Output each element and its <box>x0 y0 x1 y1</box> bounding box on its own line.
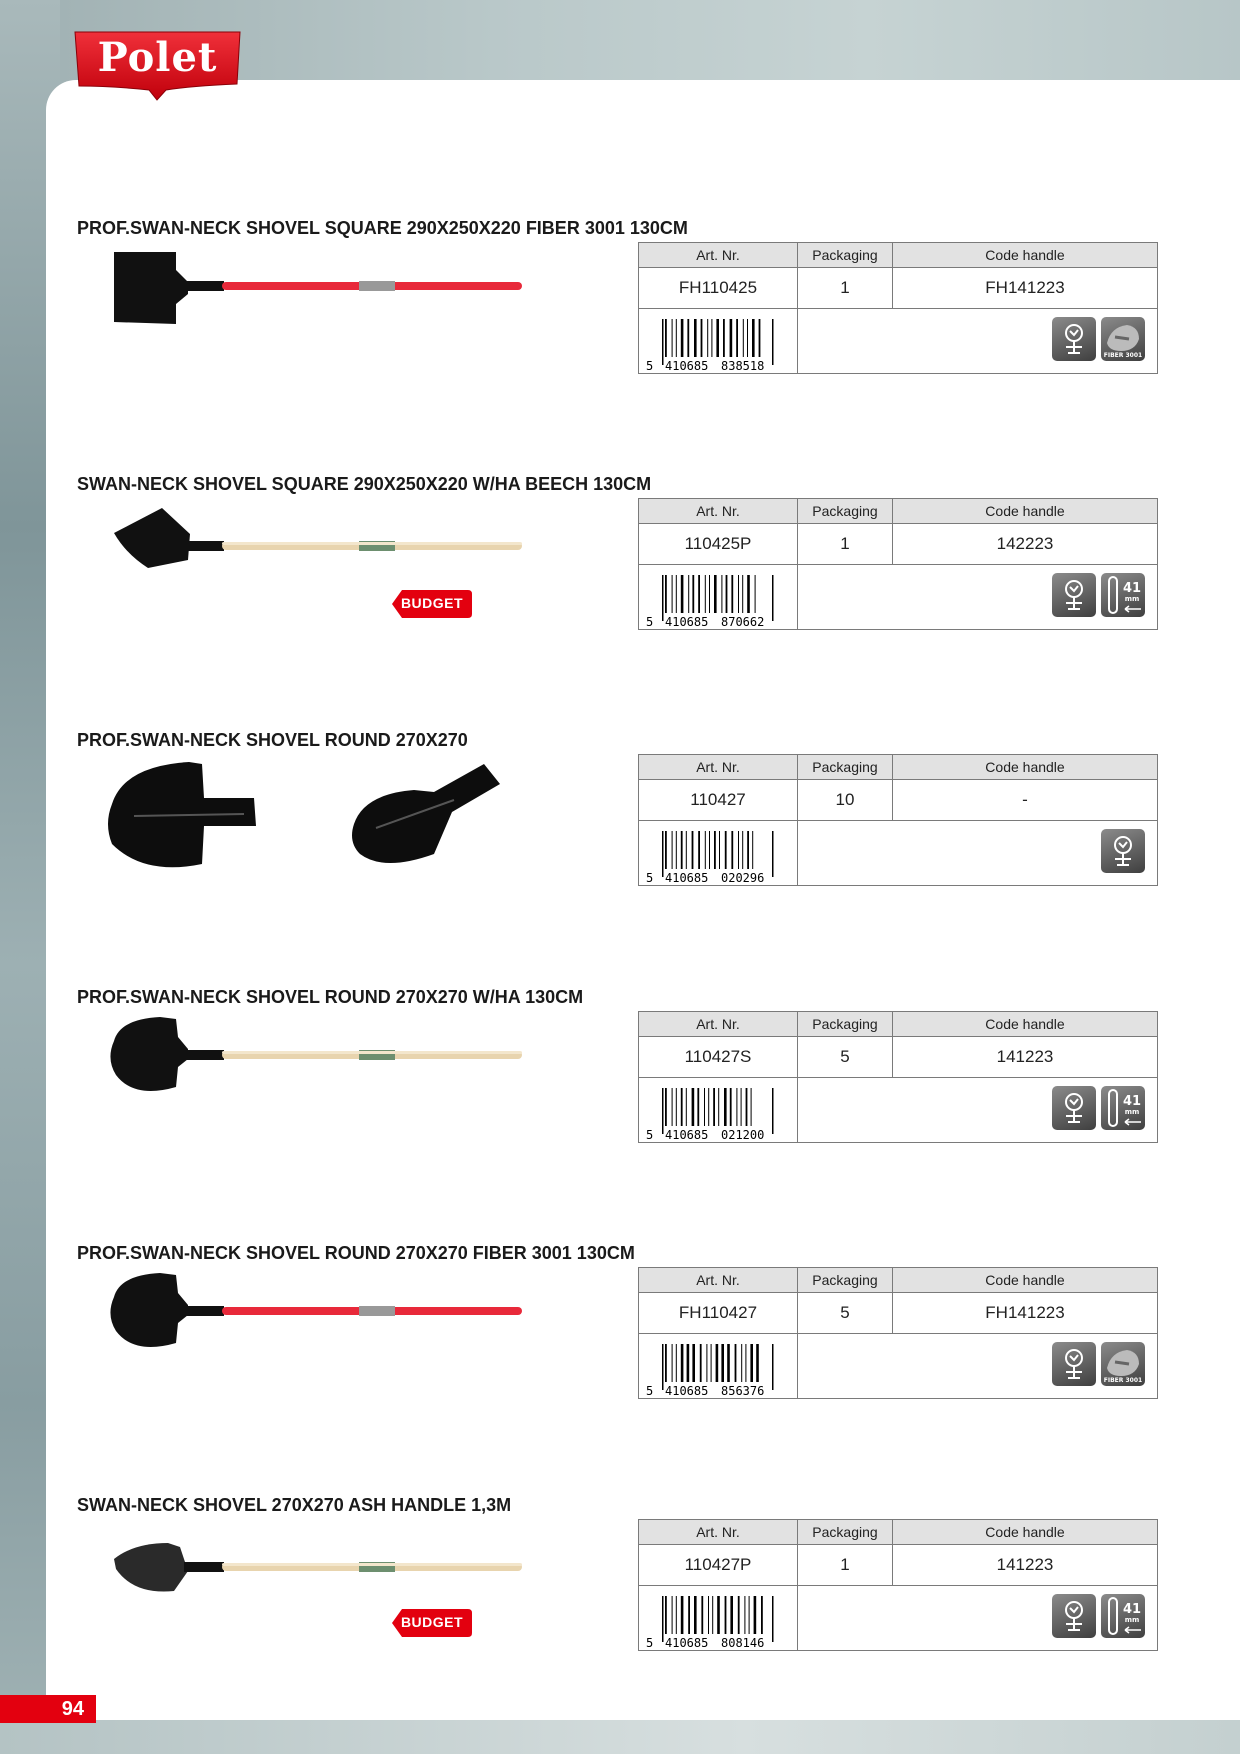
ean-right: 020296 <box>721 871 765 885</box>
header-art-nr: Art. Nr. <box>639 499 798 524</box>
svg-text:mm: mm <box>1124 595 1140 603</box>
code-handle-value: FH141223 <box>893 1293 1158 1334</box>
code-handle-value: - <box>893 780 1158 821</box>
header-packaging: Packaging <box>798 1012 893 1037</box>
spec-table <box>638 1519 1158 1651</box>
ean-left: 410685 <box>665 1384 709 1398</box>
tool-quality-icon <box>1052 573 1096 617</box>
packaging-value: 1 <box>798 524 893 565</box>
ean-prefix: 5 <box>646 359 654 373</box>
page-background-bottom <box>0 1720 1240 1754</box>
handle-diameter-icon <box>1101 1086 1145 1130</box>
budget-label: BUDGET <box>400 1614 464 1630</box>
ean-prefix: 5 <box>646 871 654 885</box>
product-title: PROF.SWAN-NECK SHOVEL ROUND 270X270 FIBER 3001 130CM <box>77 1243 635 1263</box>
product-image <box>104 1011 574 1141</box>
product-title: PROF.SWAN-NECK SHOVEL ROUND 270X270 <box>77 730 468 750</box>
fiber-label: FIBER 3001 <box>1103 1377 1143 1384</box>
ean-left: 410685 <box>665 359 709 373</box>
feature-icons <box>1052 1086 1145 1130</box>
feature-icons-cell <box>798 309 1158 374</box>
svg-text:41: 41 <box>1122 581 1142 596</box>
header-art-nr: Art. Nr. <box>639 755 798 780</box>
fiber-handle-icon <box>1101 317 1145 361</box>
spec-table <box>638 754 1158 886</box>
header-art-nr: Art. Nr. <box>639 243 798 268</box>
feature-icons <box>1101 829 1145 873</box>
feature-icons-cell <box>798 1334 1158 1399</box>
ean-right: 808146 <box>721 1636 765 1650</box>
product-block <box>0 1243 1240 1413</box>
tool-quality-icon <box>1052 1342 1096 1386</box>
header-packaging: Packaging <box>798 755 893 780</box>
fiber-handle-icon <box>1101 1342 1145 1386</box>
product-image <box>104 1519 574 1649</box>
handle-diameter-icon <box>1101 573 1145 617</box>
product-block <box>0 987 1240 1157</box>
feature-icons-cell <box>798 821 1158 886</box>
packaging-value: 5 <box>798 1293 893 1334</box>
header-code-handle: Code handle <box>893 755 1158 780</box>
ean-right: 838518 <box>721 359 765 373</box>
header-art-nr: Art. Nr. <box>639 1520 798 1545</box>
feature-icons <box>1052 1342 1145 1386</box>
svg-text:mm: mm <box>1124 1616 1140 1624</box>
product-title: PROF.SWAN-NECK SHOVEL ROUND 270X270 W/HA 130CM <box>77 987 584 1007</box>
packaging-value: 1 <box>798 268 893 309</box>
ean-barcode <box>639 1586 798 1651</box>
header-packaging: Packaging <box>798 243 893 268</box>
packaging-value: 10 <box>798 780 893 821</box>
budget-badge <box>392 588 472 620</box>
ean-left: 410685 <box>665 871 709 885</box>
ean-right: 856376 <box>721 1384 765 1398</box>
ean-prefix: 5 <box>646 615 654 629</box>
product-block <box>0 1495 1240 1665</box>
header-code-handle: Code handle <box>893 1520 1158 1545</box>
tool-quality-icon <box>1052 317 1096 361</box>
ean-right: 021200 <box>721 1128 765 1142</box>
handle-diameter-icon <box>1101 1594 1145 1638</box>
budget-badge <box>392 1607 472 1639</box>
art-nr-value: FH110425 <box>639 268 798 309</box>
packaging-value: 1 <box>798 1545 893 1586</box>
feature-icons-cell <box>798 1586 1158 1651</box>
ean-barcode <box>639 565 798 630</box>
spec-table <box>638 242 1158 374</box>
header-code-handle: Code handle <box>893 499 1158 524</box>
art-nr-value: FH110427 <box>639 1293 798 1334</box>
product-block <box>0 474 1240 644</box>
feature-icons-cell <box>798 1078 1158 1143</box>
feature-icons <box>1052 573 1145 617</box>
packaging-value: 5 <box>798 1037 893 1078</box>
code-handle-value: 141223 <box>893 1037 1158 1078</box>
spec-table <box>638 1011 1158 1143</box>
brand-logo <box>71 28 244 100</box>
spec-table <box>638 1267 1158 1399</box>
ean-barcode <box>639 309 798 374</box>
product-image <box>104 242 574 372</box>
budget-label: BUDGET <box>400 595 464 611</box>
code-handle-value: 142223 <box>893 524 1158 565</box>
ean-right: 870662 <box>721 615 765 629</box>
code-handle-value: FH141223 <box>893 268 1158 309</box>
product-block <box>0 218 1240 388</box>
header-code-handle: Code handle <box>893 243 1158 268</box>
ean-prefix: 5 <box>646 1128 654 1142</box>
feature-icons <box>1052 1594 1145 1638</box>
tool-quality-icon <box>1052 1086 1096 1130</box>
header-code-handle: Code handle <box>893 1012 1158 1037</box>
spec-table <box>638 498 1158 630</box>
fiber-label: FIBER 3001 <box>1103 352 1143 359</box>
svg-text:41: 41 <box>1122 1602 1142 1617</box>
header-code-handle: Code handle <box>893 1268 1158 1293</box>
ean-left: 410685 <box>665 615 709 629</box>
header-packaging: Packaging <box>798 1520 893 1545</box>
product-title: SWAN-NECK SHOVEL SQUARE 290X250X220 W/HA BEECH 130CM <box>77 474 652 494</box>
ean-prefix: 5 <box>646 1636 654 1650</box>
tool-quality-icon <box>1101 829 1145 873</box>
product-title: SWAN-NECK SHOVEL 270X270 ASH HANDLE 1,3M <box>77 1495 512 1515</box>
code-handle-value: 141223 <box>893 1545 1158 1586</box>
art-nr-value: 110427S <box>639 1037 798 1078</box>
tool-quality-icon <box>1052 1594 1096 1638</box>
svg-text:mm: mm <box>1124 1108 1140 1116</box>
art-nr-value: 110425P <box>639 524 798 565</box>
product-image <box>104 498 574 628</box>
product-block <box>0 730 1240 900</box>
header-packaging: Packaging <box>798 499 893 524</box>
brand-name: Polet <box>97 34 218 81</box>
page-number: 94 <box>0 1695 96 1723</box>
product-image <box>104 1267 574 1397</box>
header-art-nr: Art. Nr. <box>639 1012 798 1037</box>
art-nr-value: 110427P <box>639 1545 798 1586</box>
svg-text:41: 41 <box>1122 1094 1142 1109</box>
ean-barcode <box>639 1334 798 1399</box>
header-art-nr: Art. Nr. <box>639 1268 798 1293</box>
ean-left: 410685 <box>665 1128 709 1142</box>
ean-barcode <box>639 821 798 886</box>
feature-icons <box>1052 317 1145 361</box>
product-title: PROF.SWAN-NECK SHOVEL SQUARE 290X250X220 FIBER 3001 130CM <box>77 218 688 238</box>
product-image <box>104 754 574 884</box>
art-nr-value: 110427 <box>639 780 798 821</box>
ean-barcode <box>639 1078 798 1143</box>
header-packaging: Packaging <box>798 1268 893 1293</box>
ean-prefix: 5 <box>646 1384 654 1398</box>
feature-icons-cell <box>798 565 1158 630</box>
ean-left: 410685 <box>665 1636 709 1650</box>
